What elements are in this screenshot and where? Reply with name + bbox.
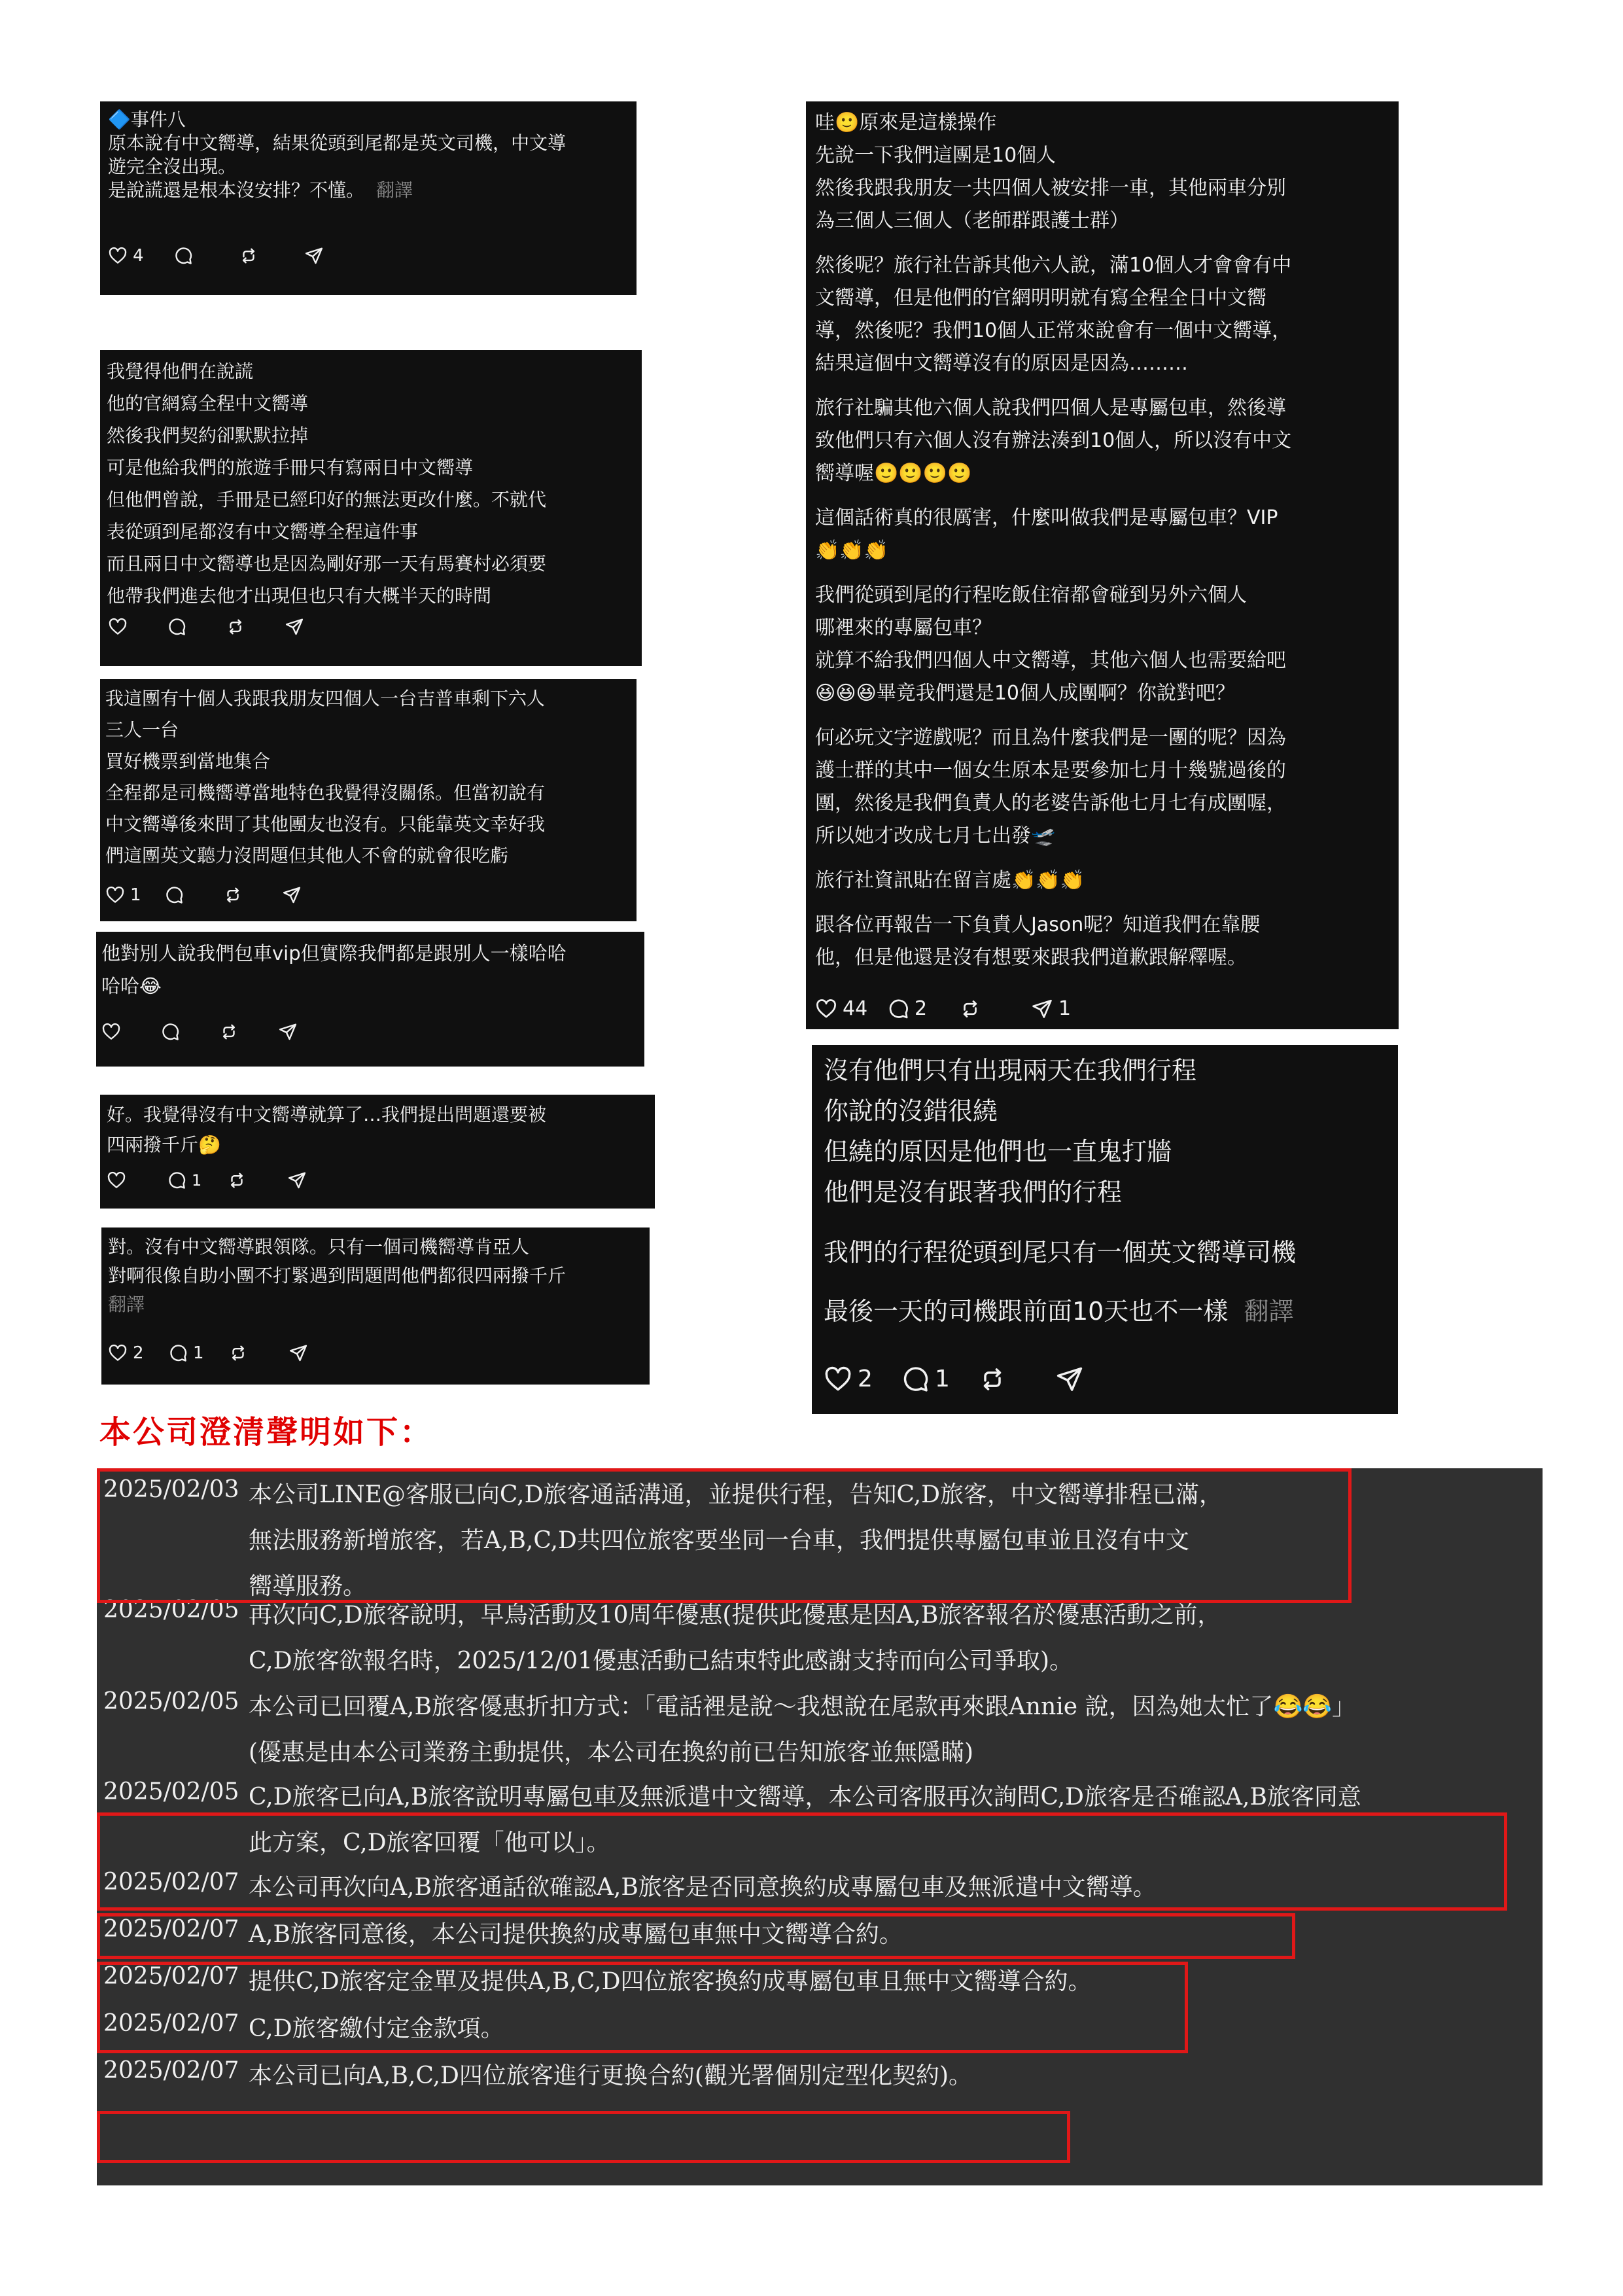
share-icon [287, 1171, 307, 1190]
comment-count: 1 [935, 1366, 950, 1392]
comment-button[interactable] [887, 993, 959, 1025]
post-actions [815, 993, 1103, 1025]
repost-button[interactable] [226, 617, 285, 637]
share-icon [1031, 998, 1053, 1020]
post-line: 四兩撥千斤🤔 [107, 1134, 221, 1156]
like-button[interactable] [824, 1359, 901, 1400]
repost-button[interactable] [223, 885, 282, 905]
comment-icon [901, 1365, 930, 1394]
like-count: 1 [130, 885, 141, 905]
post-paragraph [815, 579, 1399, 710]
post-line: 我們的行程從頭到尾只有一個英文嚮導司機 [824, 1238, 1297, 1267]
comment-icon [887, 998, 909, 1020]
like-button[interactable] [108, 617, 167, 637]
post-line: 結果這個中文嚮導沒有的原因是因為……… [815, 352, 1188, 375]
heart-icon [824, 1365, 852, 1394]
post-line: 好。我覺得沒有中文嚮導就算了…我們提出問題還要被 [107, 1104, 547, 1125]
share-button[interactable] [285, 617, 343, 637]
post-vip-charter [96, 932, 644, 1067]
post-actions [108, 1339, 349, 1368]
post-paragraph [815, 249, 1399, 380]
post-actions [108, 244, 370, 268]
like-button[interactable] [101, 1022, 160, 1042]
entry-date: 2025/02/05 [103, 1688, 239, 1715]
comment-button[interactable] [160, 1022, 219, 1042]
highlight-box [97, 1812, 1507, 1911]
post-actions [107, 1165, 347, 1195]
entry-text: 本公司已回覆A,B旅客優惠折扣方式：「電話裡是說～我想說在尾款再來跟Annie 說，因為她太忙了😂😂」 [249, 1693, 1356, 1720]
post-actions [824, 1359, 1132, 1400]
post-itinerary [812, 1045, 1398, 1414]
repost-icon [978, 1365, 1007, 1394]
repost-button[interactable] [228, 1343, 288, 1363]
statement-timeline [97, 1468, 1543, 2185]
repost-icon [223, 885, 243, 905]
entry-date: 2025/02/03 [103, 1476, 239, 1503]
post-line: 哪裡來的專屬包車？ [815, 616, 992, 639]
statement-title: 本公司澄清聲明如下： [99, 1414, 434, 1451]
share-button[interactable] [1055, 1365, 1132, 1394]
post-line: 然後呢？旅行社告訴其他六人說，滿10個人才會會有中 [815, 254, 1292, 277]
like-button[interactable] [815, 993, 887, 1025]
post-line: 們這團英文聽力沒問題但其他人不會的就會很吃虧 [105, 845, 509, 866]
post-line: 👏👏👏 [815, 539, 889, 562]
comment-button[interactable] [168, 1339, 228, 1368]
share-icon [288, 1343, 308, 1363]
like-button[interactable] [108, 244, 173, 268]
comment-button[interactable] [901, 1359, 978, 1400]
share-button[interactable] [287, 1171, 347, 1190]
comment-count: 2 [915, 997, 928, 1020]
entry-text: 本公司再次向A,B旅客通話欲確認A,B旅客是否同意換約成專屬包車及無派遣中文嚮導。 [249, 1874, 1157, 1901]
like-count: 4 [133, 246, 144, 266]
comment-icon [167, 1171, 186, 1190]
post-line: 我這團有十個人我跟我朋友四個人一台吉普車剩下六人 [105, 688, 546, 709]
post-line: 導，然後呢？我們10個人正常來說會有一個中文嚮導， [815, 319, 1292, 342]
post-line: 可是他給我們的旅遊手冊只有寫兩日中文嚮導 [107, 457, 474, 478]
entry-text: A,B旅客同意後，本公司提供換約成專屬包車無中文嚮導合約。 [249, 1921, 903, 1948]
entry-text: 此方案，C,D旅客回覆「他可以」。 [249, 1829, 610, 1856]
post-line: 為三個人三個人（老師群跟護士群） [815, 209, 1129, 232]
comment-count: 1 [192, 1171, 202, 1190]
entry-date: 2025/02/05 [103, 1597, 239, 1623]
post-actions [108, 617, 343, 637]
entry-text: C,D旅客繳付定金款項。 [249, 2015, 504, 2042]
post-line: 哈哈😂 [101, 975, 162, 997]
highlight-box [97, 1913, 1295, 1959]
repost-button[interactable] [227, 1171, 287, 1190]
post-line: 然後我跟我朋友一共四個人被安排一車，其他兩車分別 [815, 177, 1286, 200]
entry-text: 嚮導服務。 [249, 1573, 367, 1600]
repost-button[interactable] [239, 246, 304, 266]
post-line: 團，然後是我們負責人的老婆告訴他七月七有成團喔， [815, 792, 1286, 815]
post-actions [101, 1022, 337, 1042]
post-line: 而且兩日中文嚮導也是因為剛好那一天有馬賽村必須要 [107, 553, 547, 574]
post-deflection [100, 1095, 655, 1209]
entry-text: (優惠是由本公司業務主動提供，本公司在換約前已告知旅客並無隱瞞) [249, 1739, 974, 1766]
post-body [815, 107, 1399, 974]
post-line: 旅行社騙其他六個人說我們四個人是專屬包車，然後導 [815, 397, 1286, 419]
repost-icon [219, 1022, 239, 1042]
share-button[interactable] [282, 885, 341, 905]
post-line: 所以她才改成七月七出發🛫 [815, 824, 1056, 847]
comment-button[interactable] [173, 246, 239, 266]
share-icon [304, 246, 324, 266]
heart-icon [108, 246, 128, 266]
post-line: 他們是沒有跟著我們的行程 [824, 1178, 1123, 1207]
post-line: 先說一下我們這團是10個人 [815, 144, 1056, 167]
entry-date: 2025/02/07 [103, 2057, 239, 2084]
translate-link[interactable]: 翻譯 [108, 1294, 145, 1315]
post-line: 護士群的其中一個女生原本是要參加七月十幾號過後的 [815, 759, 1286, 782]
post-line: 但他們曾說，手冊是已經印好的無法更改什麼。不就代 [107, 489, 547, 510]
comment-icon [164, 885, 184, 905]
share-button[interactable] [304, 246, 370, 266]
post-line: 😆😆😆畢竟我們還是10個人成團啊？你說對吧？ [815, 682, 1235, 705]
comment-button[interactable] [167, 617, 226, 637]
timeline-entry [103, 2057, 972, 2089]
post-paragraph [815, 392, 1399, 490]
post-line: 三人一台 [105, 719, 179, 741]
post-line: 這個話術真的很厲害，什麼叫做我們是專屬包車？VIP [815, 506, 1278, 529]
post-line: 遊完全沒出現。 [108, 156, 237, 177]
post-line: 我們從頭到尾的行程吃飯住宿都會碰到另外六個人 [815, 584, 1247, 607]
post-paragraph [815, 864, 1399, 897]
like-button[interactable] [105, 879, 164, 911]
heart-icon [108, 1343, 128, 1363]
post-line: 跟各位再報告一下負責人Jason呢？知道我們在靠腰 [815, 913, 1261, 936]
comment-icon [168, 1343, 188, 1363]
repost-icon [228, 1343, 248, 1363]
share-icon [282, 885, 302, 905]
comment-icon [173, 246, 193, 266]
repost-icon [959, 998, 981, 1020]
repost-button[interactable] [219, 1022, 278, 1042]
share-button[interactable] [288, 1343, 349, 1363]
post-line: 原本說有中文嚮導，結果從頭到尾都是英文司機，中文導 [108, 132, 567, 154]
post-line: 中文嚮導後來問了其他團友也沒有。只能靠英文幸好我 [105, 813, 546, 835]
heart-icon [107, 1171, 126, 1190]
like-button[interactable] [107, 1171, 167, 1190]
post-line: 他，但是他還是沒有想要來跟我們道歉跟解釋喔。 [815, 946, 1247, 969]
comment-button[interactable] [164, 885, 223, 905]
share-count: 1 [1058, 997, 1072, 1020]
post-group-of-ten [100, 679, 637, 921]
post-line: 🔷事件八 [108, 109, 186, 130]
entry-text: 本公司已向A,B,C,D四位旅客進行更換合約(觀光署個別定型化契約)。 [249, 2062, 972, 2089]
post-line: 何必玩文字遊戲呢？而且為什麼我們是一團的呢？因為 [815, 726, 1286, 749]
translate-link[interactable]: 翻譯 [375, 179, 413, 201]
entry-text: 本公司LINE@客服已向C,D旅客通話溝通，並提供行程，告知C,D旅客，中文嚮導排程已滿， [249, 1481, 1223, 1508]
post-line: 對。沒有中文嚮導跟領隊。只有一個司機嚮導肯亞人 [108, 1236, 530, 1258]
post-line: 最後一天的司機跟前面10天也不一樣 翻譯 [824, 1297, 1294, 1326]
repost-icon [226, 617, 245, 637]
highlight-box [97, 1962, 1188, 2053]
entry-date: 2025/02/07 [103, 1916, 239, 1943]
post-line: 表從頭到尾都沒有中文嚮導全程這件事 [107, 521, 419, 542]
like-count: 2 [858, 1366, 873, 1392]
entry-date: 2025/02/07 [103, 1963, 239, 1990]
highlight-box [97, 2111, 1070, 2163]
post-line: 他帶我們進去他才出現但也只有大概半天的時間 [107, 585, 492, 607]
post-actions [105, 879, 341, 911]
post-paragraph [815, 107, 1399, 238]
post-line: 對啊很像自助小團不打緊遇到問題問他們都很四兩撥千斤 [108, 1265, 567, 1286]
post-no-guide [101, 1227, 650, 1385]
translate-link[interactable]: 翻譯 [1244, 1297, 1294, 1326]
share-icon [285, 617, 304, 637]
post-paragraph [815, 722, 1399, 853]
repost-icon [239, 246, 258, 266]
entry-date: 2025/02/05 [103, 1778, 239, 1805]
post-line: 我覺得他們在說謊 [107, 361, 254, 382]
timeline-entry [103, 1688, 1356, 1720]
like-button[interactable] [108, 1339, 168, 1368]
entry-text: 提供C,D旅客定金單及提供A,B,C,D四位旅客換約成專屬包車且無中文嚮導合約。 [249, 1968, 1092, 1995]
post-line: 你說的沒錯很繞 [824, 1097, 998, 1125]
post-line: 是說謊還是根本沒安排？不懂。 翻譯 [108, 179, 413, 201]
comment-icon [160, 1022, 180, 1042]
post-explanation [806, 101, 1399, 1029]
share-button[interactable] [1031, 993, 1103, 1025]
comment-count: 1 [193, 1343, 204, 1363]
heart-icon [101, 1022, 121, 1042]
post-line: 但繞的原因是他們也一直鬼打牆 [824, 1137, 1172, 1166]
post-line: 旅行社資訊貼在留言處👏👏👏 [815, 869, 1085, 892]
highlight-box [97, 1468, 1352, 1603]
share-icon [1055, 1365, 1084, 1394]
comment-button[interactable] [167, 1165, 227, 1195]
post-paragraph [815, 502, 1399, 567]
like-count: 44 [843, 997, 868, 1020]
comment-icon [167, 617, 186, 637]
entry-date: 2025/02/07 [103, 1869, 239, 1896]
entry-date: 2025/02/07 [103, 2010, 239, 2037]
entry-text: C,D旅客欲報名時，2025/12/01優惠活動已結束特此感謝支持而向公司爭取)。 [249, 1648, 1073, 1674]
post-lie-claim [100, 350, 642, 666]
repost-icon [227, 1171, 247, 1190]
post-paragraph [815, 909, 1399, 974]
timeline-entry [103, 1778, 1361, 1810]
entry-text: 無法服務新增旅客，若A,B,C,D共四位旅客要坐同一台車，我們提供專屬包車並且沒有中文 [249, 1527, 1189, 1554]
share-icon [278, 1022, 298, 1042]
post-line: 就算不給我們四個人中文嚮導，其他六個人也需要給吧 [815, 649, 1286, 672]
post-line: 致他們只有六個人沒有辦法湊到10個人，所以沒有中文 [815, 429, 1292, 452]
heart-icon [105, 885, 125, 905]
post-line: 買好機票到當地集合 [105, 751, 271, 772]
post-line: 文嚮導，但是他們的官網明明就有寫全程全日中文嚮 [815, 287, 1266, 309]
post-line: 嚮導喔🙂🙂🙂🙂 [815, 462, 972, 485]
share-button[interactable] [278, 1022, 337, 1042]
heart-icon [815, 998, 837, 1020]
heart-icon [108, 617, 128, 637]
post-line: 沒有他們只有出現兩天在我們行程 [824, 1056, 1197, 1085]
post-line: 哇🙂原來是這樣操作 [815, 111, 997, 134]
repost-button[interactable] [978, 1365, 1055, 1394]
post-line: 全程都是司機嚮導當地特色我覺得沒關係。但當初說有 [105, 782, 546, 804]
entry-text: C,D旅客已向A,B旅客說明專屬包車及無派遣中文嚮導，本公司客服再次詢問C,D旅客是否確認A,B旅客同意 [249, 1784, 1361, 1810]
like-count: 2 [133, 1343, 144, 1363]
post-line: 然後我們契約卻默默拉掉 [107, 425, 309, 446]
post-event-eight [100, 101, 637, 295]
entry-text: 再次向C,D旅客說明，早鳥活動及10周年優惠(提供此優惠是因A,B旅客報名於優惠活動之前， [249, 1602, 1221, 1629]
repost-button[interactable] [959, 998, 1031, 1020]
post-line: 他對別人說我們包車vip但實際我們都是跟別人一樣哈哈 [101, 942, 567, 964]
post-line: 他的官網寫全程中文嚮導 [107, 393, 309, 414]
